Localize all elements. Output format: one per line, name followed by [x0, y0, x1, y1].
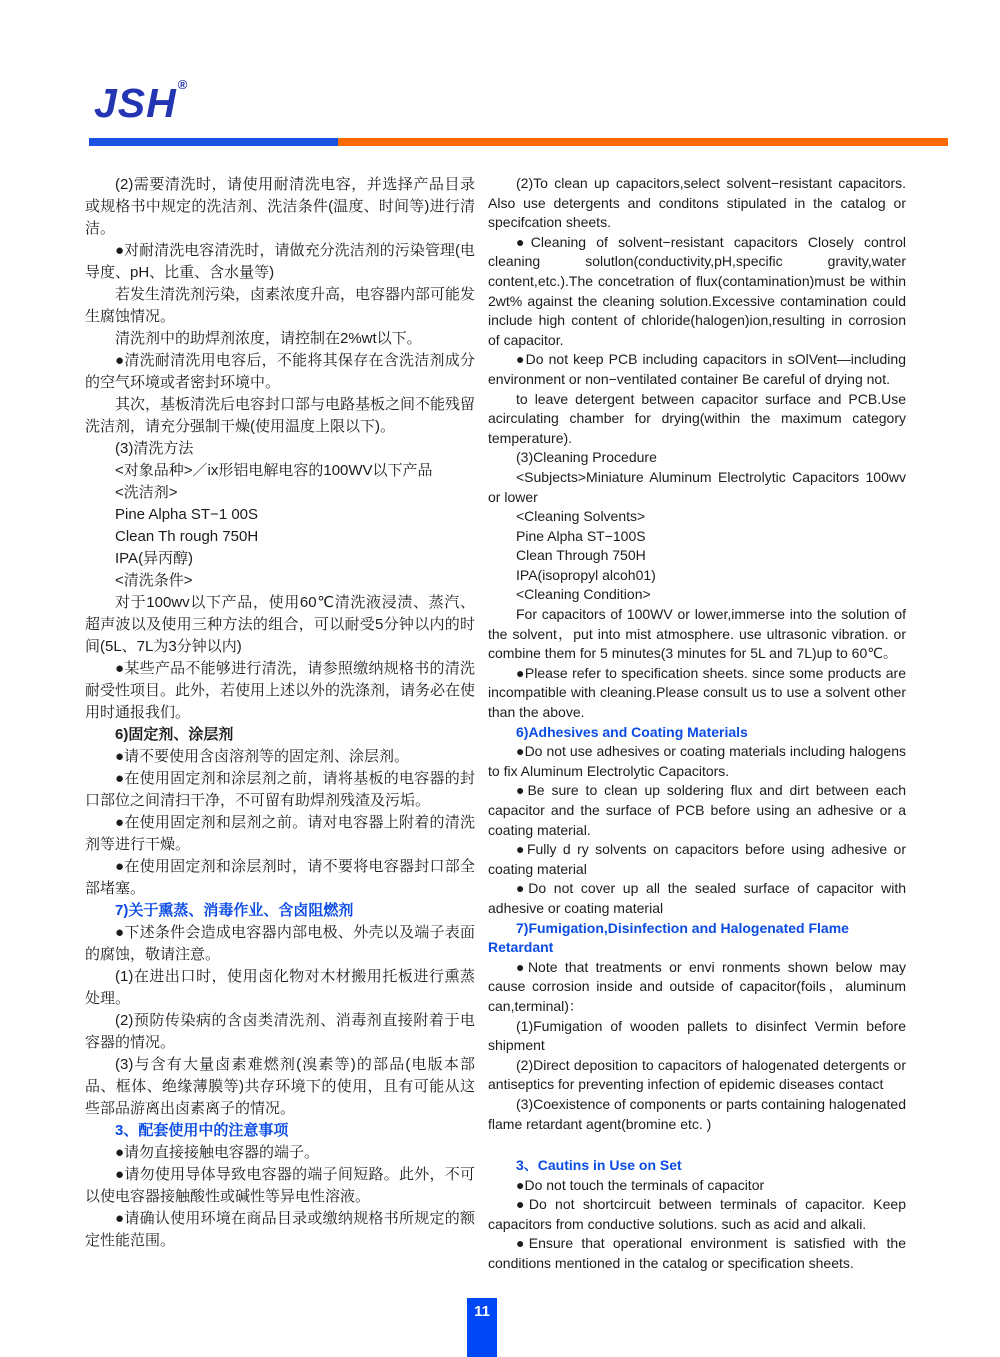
- paragraph: ●Do not keep PCB including capacitors in sOlVent—including environment or non−ventilated container Be careful of drying not.: [488, 351, 906, 387]
- registered-trademark-icon: ®: [177, 77, 189, 92]
- paragraph: <Subjects>Miniature Aluminum Electrolytic Capacitors 100wv or lower: [488, 468, 906, 505]
- paragraph: <洗洁剂>: [115, 484, 178, 501]
- section-heading: 3、Cautins in Use on Set: [516, 1157, 682, 1174]
- paragraph: ●请勿使用导体导致电容器的端子间短路。此外，不可以使电容器接触酸性或碱性等异电性溶液。: [85, 1166, 476, 1205]
- paragraph: 清洗剂中的助焊剂浓度，请控制在2%wt以下。: [115, 330, 422, 347]
- paragraph: ●Do not touch the terminals of capacitor: [516, 1176, 765, 1193]
- paragraph: 对于100wv以下产品，使用60℃清洗液浸渍、蒸汽、超声波以及使用三种方法的组合，可以耐受5分钟以内的时间(5L、7L为3分钟以内): [85, 594, 475, 655]
- section-heading: 7)关于熏蒸、消毒作业、含卤阻燃剂: [115, 902, 354, 919]
- paragraph: ●Do not use adhesives or coating materials including halogens to fix Aluminum Electrolytic Capacitors.: [488, 743, 906, 779]
- paragraph: ●Please refer to specification sheets. since some products are incompatible with cleaning.Please consult us to use a solvent other than the above.: [488, 664, 906, 721]
- paragraph: (3)Cleaning Procedure: [516, 449, 657, 466]
- paragraph: (2)需要清洗时，请使用耐清洗电容，并选择产品目录或规格书中规定的洗洁剂、洗洁条件(温度、时间等)进行清洁。: [85, 176, 475, 237]
- paragraph: 若发生清洗剂污染，卤素浓度升高，电容器内部可能发生腐蚀情况。: [85, 286, 476, 325]
- paragraph: ●请勿直接接触电容器的端子。: [115, 1144, 320, 1161]
- paragraph: (2)Direct deposition to capacitors of halogenated detergents or antiseptics for preventing infection of epidemic diseases contact: [488, 1056, 906, 1093]
- paragraph: Clean Through 750H: [516, 547, 646, 564]
- paragraph: ●Be sure to clean up soldering flux and dirt between each capacitor and the surface of PCB before using an adhesive or a coating material.: [488, 782, 906, 838]
- header-rule-orange-segment: [338, 138, 948, 146]
- paragraph: <清洗条件>: [115, 572, 193, 589]
- paragraph: ●某些产品不能够进行清洗，请参照缴纳规格书的清洗耐受性项目。此外，若使用上述以外的洗涤剂，请务必在使用时通报我们。: [85, 660, 476, 721]
- paragraph: ●下述条件会造成电容器内部电极、外壳以及端子表面的腐蚀，敬请注意。: [85, 924, 476, 963]
- brand-logo-text: JSH: [94, 80, 177, 126]
- paragraph: <Cleaning Solvents>: [516, 508, 646, 525]
- paragraph: Clean Th rough 750H: [115, 528, 259, 545]
- right-column-english: [488, 174, 906, 1274]
- section-heading: 7)Fumigation,Disinfection and Halogenated Flame Retardant: [488, 919, 849, 956]
- header-rule: [89, 138, 948, 146]
- paragraph: (3)与含有大量卤素难燃剂(溴素等)的部品(电版本部品、框体、绝缘薄膜等)共存环境下的使用，且有可能从这些部品游离出卤素离子的情况。: [85, 1056, 475, 1117]
- paragraph: ●Cleaning of solvent−resistant capacitors Closely control cleaning solutlon(conductivity,pH,specific gravity,water content,etc.).The concetration of flux(contamination)must be within 2wt% against the cleaning solution.Excessive contamination could include high content of chloride(halogen)ion,resulting in corrosion of capacitor.: [488, 233, 906, 348]
- paragraph: (1)在进出口时，使用卤化物对木材搬用托板进行熏蒸处理。: [85, 968, 475, 1007]
- brand-logo: [94, 78, 188, 124]
- section-heading: 6)固定剂、涂层剂: [115, 726, 234, 743]
- paragraph: (3)清洗方法: [115, 440, 194, 457]
- paragraph: <Cleaning Condition>: [516, 586, 651, 603]
- paragraph: IPA(异丙醇): [115, 550, 194, 567]
- paragraph: 其次，基板清洗后电容封口部与电路基板之间不能残留洗洁剂，请充分强制干燥(使用温度上限以下)。: [85, 396, 476, 435]
- left-column-chinese: [85, 174, 475, 1274]
- paragraph: ●清洗耐清洗用电容后，不能将其保存在含洗洁剂成分的空气环境或者密封环境中。: [85, 352, 476, 391]
- paragraph: (2)预防传染病的含卤类清洗剂、消毒剂直接附着于电容器的情况。: [85, 1012, 475, 1051]
- paragraph: ●Do not cover up all the sealed surface of capacitor with adhesive or coating material: [488, 880, 906, 916]
- paragraph: <对象品种>／ix形铝电解电容的100WV以下产品: [115, 462, 433, 479]
- header-rule-blue-segment: [89, 138, 338, 146]
- paragraph: ●Fully d ry solvents on capacitors before using adhesive or coating material: [488, 841, 906, 877]
- section-heading: 6)Adhesives and Coating Materials: [516, 723, 748, 740]
- paragraph: ●Do not shortcircuit between terminals of capacitor. Keep capacitors from conductive solutions. such as acid and alkali.: [488, 1196, 906, 1232]
- paragraph: ●Ensure that operational environment is satisfied with the conditions mentioned in the catalog or specification sheets.: [488, 1235, 906, 1272]
- paragraph: (1)Fumigation of wooden pallets to disinfect Vermin before shipment: [488, 1017, 906, 1054]
- paragraph: IPA(isopropyl alcoh01): [516, 566, 656, 583]
- paragraph: ●在使用固定剂和涂层剂之前，请将基板的电容器的封口部位之间清扫干净，不可留有助焊剂残渣及污垢。: [85, 770, 476, 809]
- paragraph: ●请确认使用环境在商品目录或缴纳规格书所规定的额定性能范围。: [85, 1210, 476, 1249]
- paragraph: ●请不要使用含卤溶剂等的固定剂、涂层剂。: [115, 748, 410, 765]
- paragraph: ●Note that treatments or envi ronments shown below may cause corrosion inside and outside of capacitor(foils，aluminum can,terminal)：: [488, 958, 906, 1014]
- paragraph: ●对耐清洗电容清洗时，请做充分洗洁剂的污染管理(电导度、pH、比重、含水量等): [85, 242, 475, 281]
- paragraph: to leave detergent between capacitor surface and PCB.Use acirculating chamber for drying(within the maximum category temperature).: [488, 390, 906, 446]
- paragraph: ●在使用固定剂和涂层剂时，请不要将电容器封口部全部堵塞。: [85, 858, 476, 897]
- content-columns: [85, 174, 906, 1274]
- page-number-box: [467, 1298, 497, 1357]
- paragraph: Pine Alpha ST−100S: [516, 527, 646, 544]
- paragraph: Pine Alpha ST−1 00S: [115, 506, 259, 523]
- paragraph: (3)Coexistence of components or parts containing halogenated flame retardant agent(bromine etc. ): [488, 1095, 906, 1132]
- paragraph: (2)To clean up capacitors,select solvent−resistant capacitors. Also use detergents and conditons stipulated in the catalog or specifcation sheets.: [488, 175, 906, 231]
- section-heading: 3、配套使用中的注意事项: [115, 1122, 289, 1139]
- paragraph: ●在使用固定剂和层剂之前。请对电容器上附着的清洗剂等进行干燥。: [85, 814, 476, 853]
- page-number: 11: [474, 1303, 490, 1320]
- paragraph: For capacitors of 100WV or lower,immerse into the solution of the solvent，put into mist atmosphere. use ultrasonic vibration. or combine them for 5 minutes(3 minutes for 5L and 7L)up to 60℃。: [488, 606, 906, 662]
